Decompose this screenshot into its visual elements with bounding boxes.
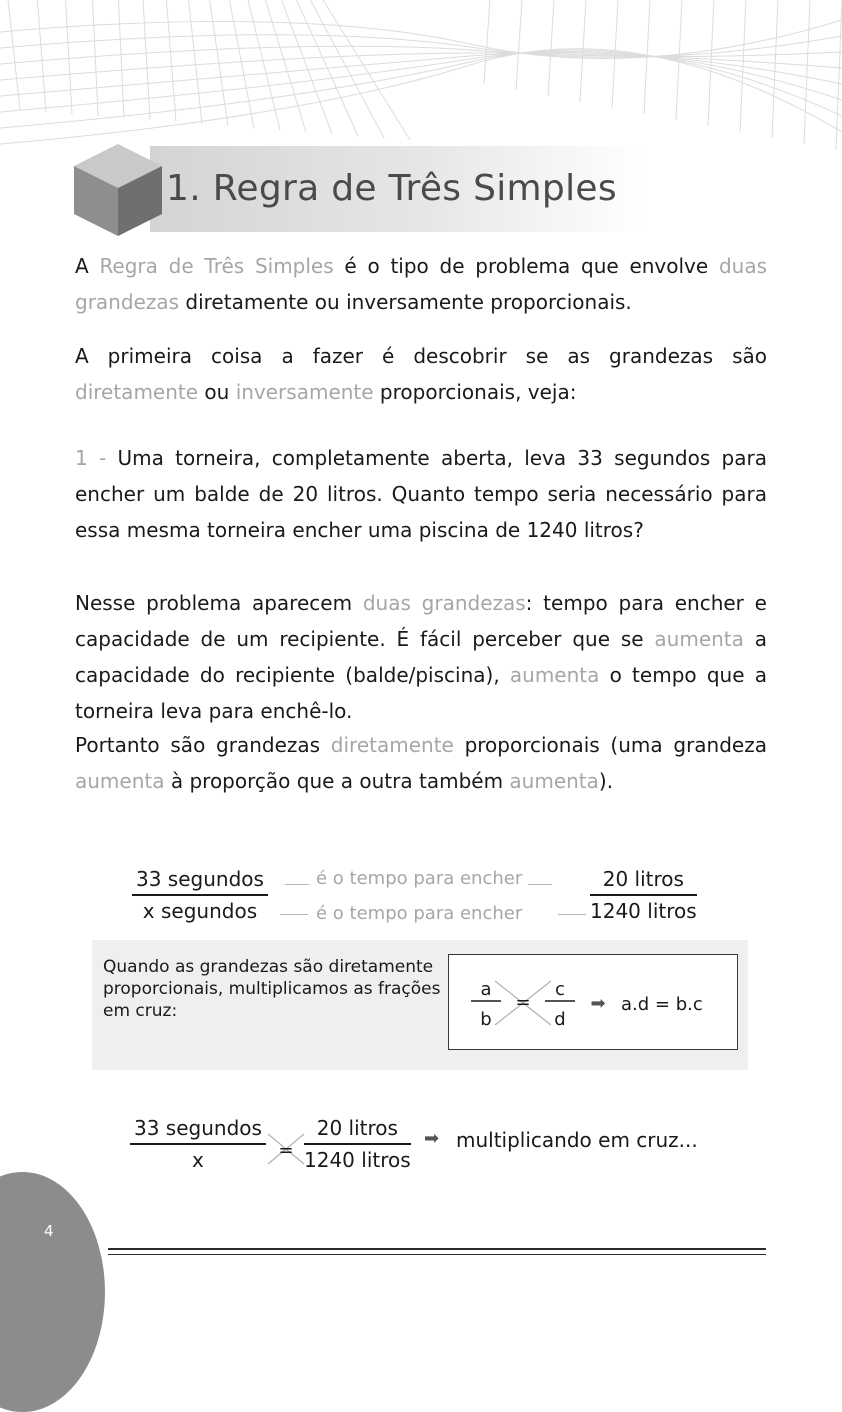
connector-line xyxy=(280,914,308,915)
equals-sign: = xyxy=(515,992,531,1013)
middle-note-bottom: é o tempo para encher xyxy=(316,903,523,924)
equation-right-fraction xyxy=(304,1115,411,1173)
cube-icon xyxy=(72,142,164,238)
middle-note-top: é o tempo para encher xyxy=(316,868,523,889)
rule-text: Quando as grandezas são diretamente proporcionais, multiplicamos as frações em cruz: xyxy=(103,957,441,1021)
footer-rule xyxy=(108,1254,766,1255)
problem-statement: 1 - Uma torneira, completamente aberta, leva 33 segundos para encher um balde de 20 litros. Quanto tempo seria necessário para essa mesma torneira encher uma piscina de 1240 litros? xyxy=(75,446,767,542)
cross-diagram xyxy=(449,955,739,1051)
right-numerator: 20 litros xyxy=(590,866,697,896)
page-number: 4 xyxy=(44,1222,54,1240)
arrow-icon: ➡ xyxy=(590,993,606,1014)
letter-d: d xyxy=(554,1009,566,1030)
analysis-paragraph-2: Portanto são grandezas diretamente proporcionais (uma grandeza aumenta à proporção que a outra também aumenta). xyxy=(75,733,767,793)
page-tab xyxy=(0,1172,105,1412)
connector-line xyxy=(285,884,309,885)
right-denominator: 1240 litros xyxy=(590,899,697,923)
equation-left-numerator: 33 segundos xyxy=(130,1115,266,1145)
intro-paragraph-1: A Regra de Três Simples é o tipo de problema que envolve duas grandezas diretamente ou inversamente proporcionais. xyxy=(75,254,767,314)
right-fraction xyxy=(590,866,697,924)
footer-rule xyxy=(108,1248,766,1250)
equation-arrow-icon: ➡ xyxy=(424,1128,440,1149)
equation-left-fraction xyxy=(130,1115,266,1173)
left-denominator: x segundos xyxy=(142,899,258,923)
rule-result: a.d = b.c xyxy=(621,994,703,1015)
connector-line xyxy=(558,914,586,915)
letter-c: c xyxy=(555,979,565,1000)
problem-number: 1 - xyxy=(75,446,107,470)
chapter-title: 1. Regra de Três Simples xyxy=(166,168,617,209)
equation-note: multiplicando em cruz... xyxy=(456,1128,698,1152)
intro-paragraph-2: A primeira coisa a fazer é descobrir se as grandezas são diretamente ou inversamente proporcionais, veja: xyxy=(75,344,767,404)
equation-right-numerator: 20 litros xyxy=(304,1115,411,1145)
connector-line xyxy=(528,884,552,885)
left-numerator: 33 segundos xyxy=(132,866,268,896)
letter-a: a xyxy=(480,979,492,1000)
cross-marks xyxy=(262,1120,310,1176)
equation-left-denominator: x xyxy=(192,1148,204,1172)
equation-equals-sign: = xyxy=(278,1140,294,1161)
equation-right-denominator: 1240 litros xyxy=(304,1148,411,1172)
analysis-paragraph-1: Nesse problema aparecem duas grandezas: tempo para encher e capacidade de um recipiente. É fácil perceber que se aumenta a capacidade do recipiente (balde/piscina), aumenta o tempo que a torneira leva para enchê-lo. xyxy=(75,591,767,723)
letter-b: b xyxy=(480,1009,492,1030)
left-fraction xyxy=(132,866,268,924)
cross-multiplication-box xyxy=(448,954,738,1050)
